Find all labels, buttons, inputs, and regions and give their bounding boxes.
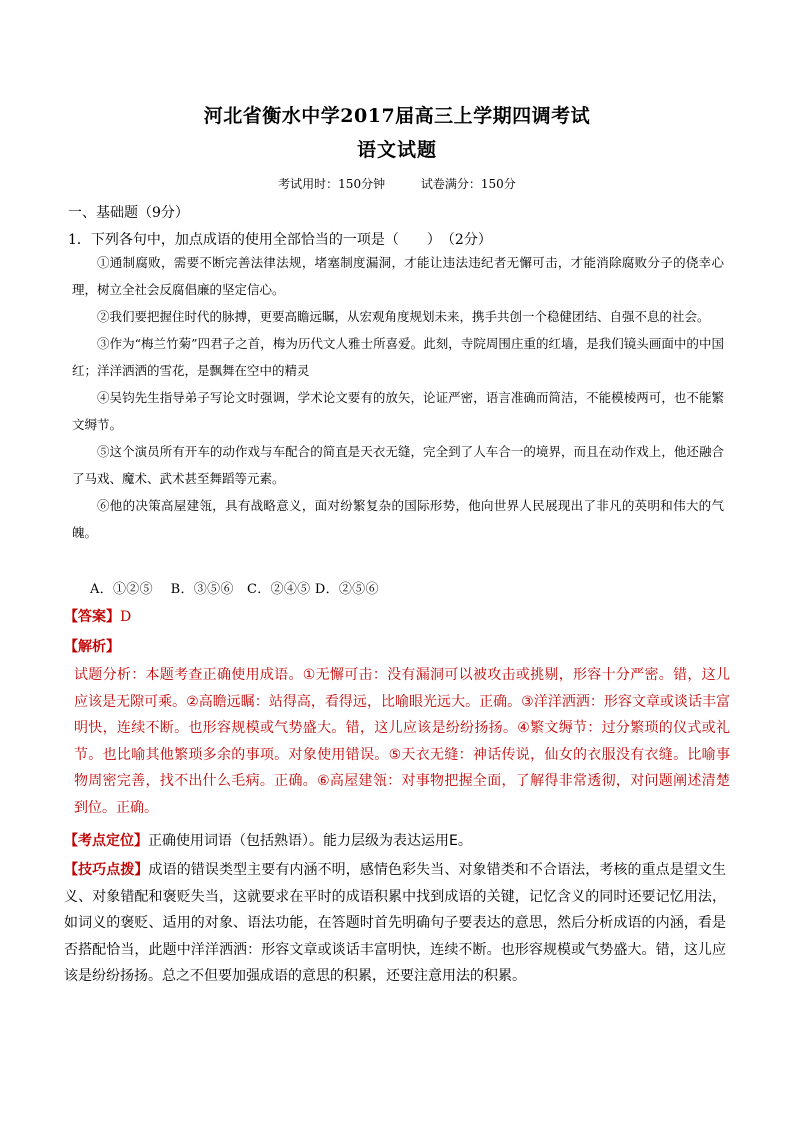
kaodian-text: 正确使用词语（包括熟语）。能力层级为表达运用E。 [148, 833, 472, 849]
option-item: ②我们要把握住时代的脉搏，更要高瞻远瞩，从宏观角度规划未来，携手共创一个稳健团结、自强不息的社会。 [97, 309, 710, 324]
option-item: ①通制腐败，需要不断完善法律法规，堵塞制度漏洞，才能让违法违纪者无懈可击，才能消除腐败分子的侥幸心理，树立全社会反腐倡廉的坚定信心。 [72, 255, 724, 297]
option-list [72, 249, 724, 546]
section-heading: 一、基础题（9分） [68, 205, 189, 221]
score-label: 试卷满分：150分 [420, 177, 516, 191]
answer-choices: A．①②⑤ B．③⑤⑥ C．②④⑤ D．②⑤⑥ [90, 582, 379, 597]
jiqiao-label: 【技巧点拨】 [64, 862, 149, 878]
analysis-label: 【解析】 [64, 639, 120, 655]
exam-title: 河北省衡水中学2017届高三上学期四调考试 [203, 105, 591, 127]
option-item: ⑤这个演员所有开车的动作戏与车配合的简直是天衣无缝，完全到了人车合一的境界，而且在动作戏上，他还融合了马戏、魔术、武术甚至舞蹈等元素。 [72, 444, 724, 486]
kaodian-block [64, 830, 724, 850]
option-item: ⑥他的决策高屋建瓴，具有战略意义，面对纷繁复杂的国际形势，他向世界人民展现出了非凡的英明和伟大的气魄。 [72, 498, 724, 540]
exam-meta [0, 175, 794, 192]
question-stem: 1．下列各句中，加点成语的使用全部恰当的一项是（ ） （2分） [68, 232, 492, 248]
option-item: ④吴钧先生指导弟子写论文时强调，学术论文要有的放矢，论证严密，语言准确而简洁，不能模棱两可，也不能繁文缛节。 [72, 390, 724, 432]
jiqiao-text: 成语的错误类型主要有内涵不明，感情色彩失当、对象错类和不合语法，考核的重点是望文生义、对象错配和褒贬失当，这就要求在平时的成语积累中找到成语的关键，记忆含义的同时还要记忆用法，如词义的褒贬、适用的对象、语法功能，在答题时首先明确句子要表达的意思，然后分析成语的内涵，看是否搭配恰当，此题中洋洋洒洒：形容文章或谈话丰富明快，连续不断。也形容规模或气势盛大。错，这儿应该是纷纷扬扬。总之不但要加强成语的意思的积累，还要注意用法的积累。 [64, 862, 727, 984]
option-item: ③作为“梅兰竹菊”四君子之首，梅为历代文人雅士所喜爱。此刻，寺院周围庄重的红墙，是我们镜头画面中的中国红；洋洋洒洒的雪花，是飘舞在空中的精灵 [72, 336, 724, 378]
jiqiao-block [64, 857, 726, 990]
exam-subtitle: 语文试题 [356, 139, 437, 161]
kaodian-label: 【考点定位】 [64, 833, 148, 849]
analysis-text: 试题分析：本题考查正确使用成语。①无懈可击：没有漏洞可以被攻击或挑剔，形容十分严密。错，这儿应该是无隙可乘。②高瞻远瞩：站得高，看得远，比喻眼光远大。正确。③洋洋洒洒：形容文章或谈话丰富明快，连续不断。也形容规模或气势盛大。错，这儿应该是纷纷扬扬。④繁文缛节：过分繁琐的仪式或礼节。也比喻其他繁琐多余的事项。对象使用错误。⑤天衣无缝：神话传说，仙女的衣服没有衣缝。比喻事物周密完善，找不出什么毛病。正确。⑥高屋建瓴：对事物把握全面，了解得非常透彻，对问题阐述清楚到位。正确。 [74, 667, 730, 816]
answer-value: D [120, 609, 132, 625]
answer-line [64, 606, 131, 626]
answer-label: 【答案】 [64, 609, 120, 625]
time-label: 考试用时：150分钟 [278, 177, 386, 191]
